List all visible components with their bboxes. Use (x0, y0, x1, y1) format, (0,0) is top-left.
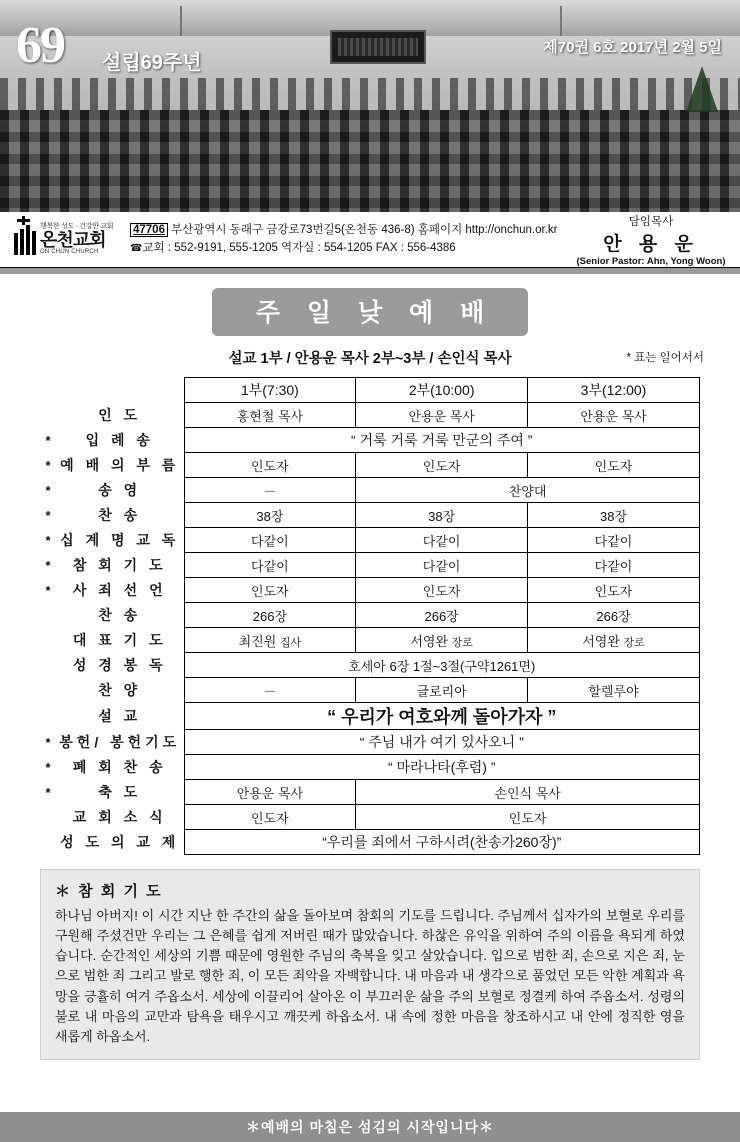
table-row (40, 553, 700, 578)
row-value: 인도자 (356, 578, 528, 603)
row-value (356, 628, 528, 653)
star-marker: * (45, 432, 51, 448)
row-label: 대 표 기 도 (72, 632, 167, 648)
table-row (40, 503, 700, 528)
row-value: 찬양대 (356, 478, 700, 503)
table-row (40, 628, 700, 653)
row-value: － (184, 678, 356, 703)
row-label: 축 도 (98, 784, 142, 800)
row-label: 찬 송 (98, 507, 142, 523)
row-label: 인 도 (98, 407, 142, 423)
star-marker (40, 703, 56, 730)
issue-line: 제70권 6호 2017년 2월 5일 (543, 39, 722, 56)
person-name: 서영완 (410, 633, 449, 649)
row-value: 인도자 (184, 578, 356, 603)
row-label: 송 영 (98, 482, 142, 498)
row-value (184, 628, 356, 653)
masthead-photo (0, 0, 740, 212)
star-marker (40, 653, 56, 678)
church-logo-icon (14, 225, 36, 255)
star-marker: * (45, 507, 51, 523)
row-value: 손인식 목사 (356, 780, 700, 805)
row-value: “우리를 죄에서 구하시려(찬송가260장)” (184, 830, 700, 855)
footer-text: ＊예배의 마침은 섬김의 시작입니다＊ (245, 1119, 494, 1135)
table-row (40, 805, 700, 830)
row-label: 설 교 (98, 708, 142, 724)
table-row (40, 403, 700, 428)
logo-tagline: 행복한 성도 · 건강한 교회 (40, 223, 114, 231)
anniversary-label: 설립69주년 (102, 52, 202, 74)
row-value: “ 주님 내가 여기 있사오니 ” (184, 730, 700, 755)
order-of-service-table (40, 377, 700, 855)
row-value: 인도자 (528, 578, 700, 603)
row-value: 안용운 목사 (184, 780, 356, 805)
star-marker (40, 678, 56, 703)
star-marker (40, 628, 56, 653)
star-marker (40, 830, 56, 855)
row-value: 인도자 (356, 453, 528, 478)
row-value: 다같이 (184, 528, 356, 553)
logo-name-kr: 온천교회 (40, 229, 106, 250)
star-marker (40, 805, 56, 830)
row-value: 할렐루야 (528, 678, 700, 703)
row-value: 안용운 목사 (356, 403, 528, 428)
star-marker: * (45, 759, 51, 775)
row-value: 다같이 (184, 553, 356, 578)
row-label: 사 죄 선 언 (72, 582, 167, 598)
row-value: “ 우리가 여호와께 돌아가자 ” (184, 703, 700, 730)
church-logo (0, 223, 128, 256)
footer-banner (0, 1112, 740, 1142)
person-title: 장로 (623, 636, 645, 649)
table-row (40, 453, 700, 478)
star-marker: * (45, 532, 51, 548)
row-value: 인도자 (184, 453, 356, 478)
table-row (40, 653, 700, 678)
preacher-line-wrap (0, 347, 740, 368)
row-label: 예 배 의 부 름 (60, 457, 180, 473)
row-value: 인도자 (528, 453, 700, 478)
table-row (40, 678, 700, 703)
table-row (40, 730, 700, 755)
row-label: 성 경 봉 독 (72, 657, 167, 673)
row-value: 다같이 (528, 528, 700, 553)
prayer-heading: ＊ 참 회 기 도 (55, 883, 163, 900)
star-marker: * (45, 734, 51, 750)
logo-name-en: ON CHUN CHURCH (40, 249, 99, 256)
table-row (40, 528, 700, 553)
address-text: 부산광역시 동래구 금강로73번길5(온천동 436-8) 홈페이지 http://onchun.or.kr (170, 223, 558, 236)
row-label: 참 회 기 도 (72, 557, 167, 573)
row-value: 다같이 (356, 553, 528, 578)
address-block (128, 222, 572, 258)
postal-code: 47706 (130, 223, 168, 237)
service-title-wrap (0, 288, 740, 336)
row-value: 266장 (356, 603, 528, 628)
church-info-bar (0, 212, 740, 268)
column-header: 2부(10:00) (356, 378, 528, 403)
row-value: 안용운 목사 (528, 403, 700, 428)
tree-decoration (686, 66, 718, 112)
phone-text: 교회 : 552-9191, 555-1205 역자실 : 554-1205 FAX : 556-4386 (142, 241, 456, 254)
row-label: 찬 양 (98, 682, 142, 698)
table-row (40, 780, 700, 805)
row-value: 38장 (184, 503, 356, 528)
row-value: 다같이 (356, 528, 528, 553)
row-label: 봉헌/ 봉헌기도 (59, 734, 181, 750)
row-label: 폐 회 찬 송 (72, 759, 167, 775)
row-value: 호세아 6장 1절~3절(구약1261면) (184, 653, 700, 678)
row-value: 인도자 (184, 805, 356, 830)
row-value: “ 거룩 거룩 거룩 만군의 주여 ” (184, 428, 700, 453)
preacher-line: 설교 1부 / 안용운 목사 2부~3부 / 손인식 목사 (228, 351, 512, 367)
column-header: 1부(7:30) (184, 378, 356, 403)
table-row (40, 703, 700, 730)
service-title: 주 일 낮 예 배 (212, 288, 529, 336)
prayer-body: 하나님 아버지! 이 시간 지난 한 주간의 삶을 돌아보며 참회의 기도를 드립니다. 주님께서 십자가의 보혈로 우리를 구원해 주셨건만 우리는 그 은혜를 쉽게 저버린 때가 많았습니다. 하찮은 유익을 위하여 주의 이름을 욕되게 하였습니다. 순간적인 세상의 기쁨 때문에 영원한 주님의 축복을 잊고 살았습니다. 입으로 범한 죄, 손으로 지은 죄, 눈으로 범한 죄 그리고 발로 행한 죄, 이 모든 죄악을 자백합니다. 내 마음과 내 생각으로 품었던 모든 악한 계획과 욕망을 긍휼히 여겨 주옵소서. 세상에 이끌리어 살아온 이 부끄러운 삶을 주의 보혈로 정결케 하여 주옵소서. 성령의 불로 내 마음의 교만과 탐욕을 태우시고 깨끗케 하옵소서. 내 속에 정한 마음을 창조하시고 내 안에 정직한 영을 새롭게 하옵소서. (55, 908, 685, 1044)
star-cell (40, 378, 56, 403)
row-value: 38장 (356, 503, 528, 528)
row-value: “ 마라나타(후렴) ” (184, 755, 700, 780)
anniversary-number: 69 (16, 17, 64, 74)
row-value: 인도자 (356, 805, 700, 830)
star-marker: * (45, 457, 51, 473)
person-name: 최진원 (238, 633, 277, 649)
row-value: － (184, 478, 356, 503)
table-row (40, 830, 700, 855)
table-row (40, 755, 700, 780)
row-value: 266장 (528, 603, 700, 628)
table-row (40, 428, 700, 453)
row-label: 찬 송 (98, 607, 142, 623)
row-label: 입 례 송 (85, 432, 154, 448)
congregation-region (0, 110, 740, 212)
row-label: 교 회 소 식 (72, 809, 167, 825)
star-marker: * (45, 557, 51, 573)
order-header-row (40, 378, 700, 403)
star-marker: * (45, 482, 51, 498)
person-title: 장로 (451, 636, 473, 649)
pastor-name: 안 용 운 (603, 233, 699, 255)
row-value: 글로리아 (356, 678, 528, 703)
row-value: 다같이 (528, 553, 700, 578)
star-marker (40, 403, 56, 428)
person-title: 집사 (279, 636, 302, 649)
star-marker (40, 603, 56, 628)
table-row (40, 603, 700, 628)
pastor-label: 담임목사 (628, 215, 674, 228)
table-row (40, 478, 700, 503)
table-row (40, 578, 700, 603)
pastor-name-en: (Senior Pastor: Ahn, Yong Woon) (576, 255, 726, 267)
star-marker: * (45, 784, 51, 800)
row-value (528, 628, 700, 653)
header-divider (0, 268, 740, 274)
row-label: 성 도 의 교 제 (60, 834, 180, 850)
pastor-block (572, 213, 740, 267)
row-label (56, 378, 184, 403)
standing-note: * 표는 일어서서 (626, 352, 704, 364)
person-name: 서영완 (582, 633, 620, 649)
row-value: 38장 (528, 503, 700, 528)
row-label: 십 계 명 교 독 (60, 532, 180, 548)
anniversary-badge (16, 18, 316, 84)
column-header: 3부(12:00) (528, 378, 700, 403)
row-value: 266장 (184, 603, 356, 628)
star-marker: * (45, 582, 51, 598)
projector-screen (330, 30, 426, 64)
row-value: 홍현철 목사 (184, 403, 356, 428)
phone-icon: ☎ (130, 242, 143, 254)
confession-prayer-box (40, 869, 700, 1060)
